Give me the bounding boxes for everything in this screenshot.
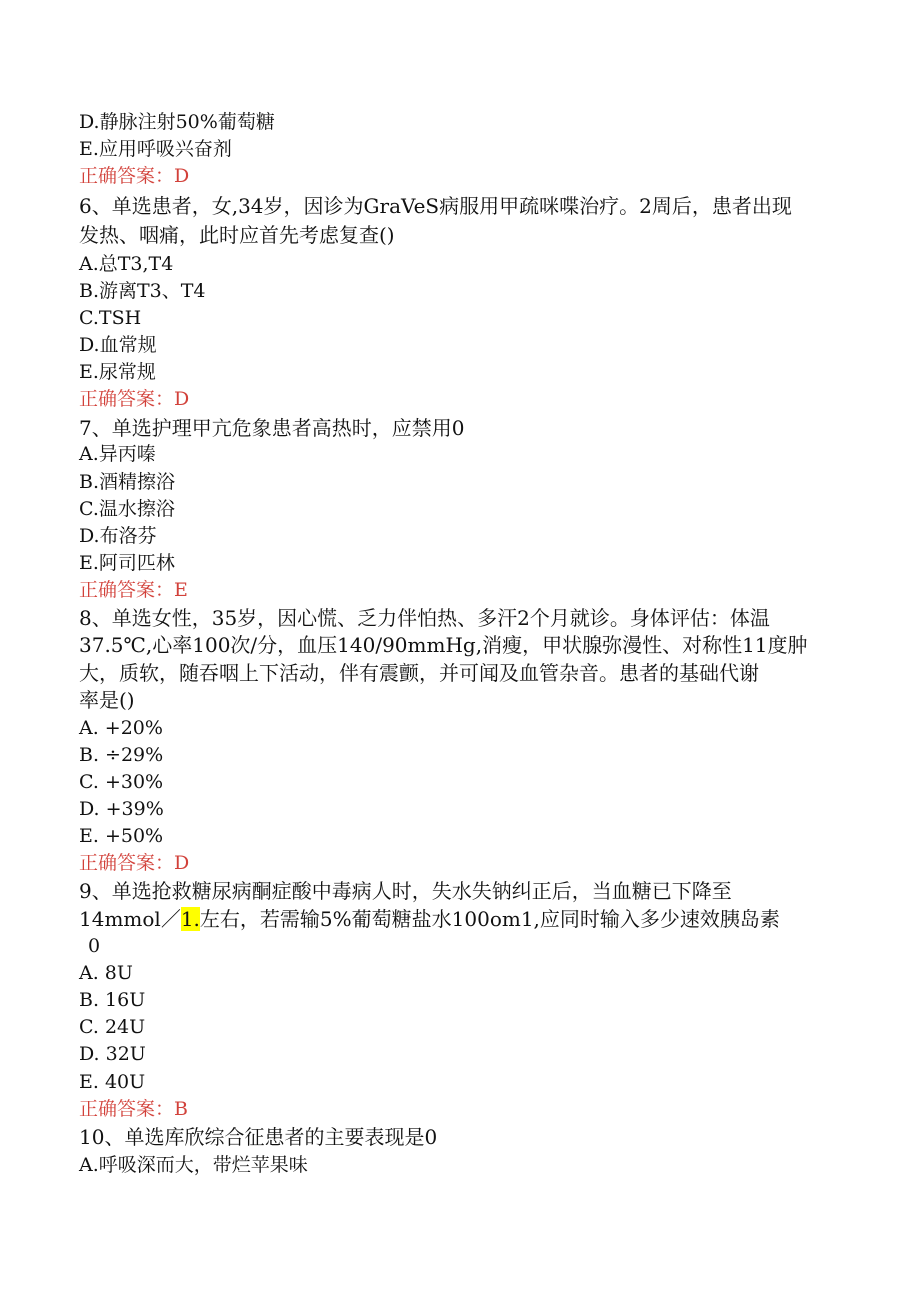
option-d-q5: D.静脉注射50%葡萄糖 [79, 111, 275, 133]
question-10: 10、单选库欣综合征患者的主要表现是0 [79, 1125, 438, 1149]
question-9-text-start: 14mmol／ [79, 907, 181, 931]
option-c-q6: C.TSH [79, 307, 142, 329]
option-d-q8: D. +39% [79, 798, 164, 820]
option-b-q7: B.酒精擦浴 [79, 471, 176, 493]
question-8-line-4: 率是() [79, 688, 135, 712]
option-e-q9: E. 40U [79, 1071, 146, 1093]
answer-q7: 正确答案：E [79, 579, 188, 601]
option-d-q9: D. 32U [79, 1043, 146, 1065]
answer-q8: 正确答案：D [79, 852, 190, 874]
question-7: 7、单选护理甲亢危象患者高热时，应禁用0 [79, 416, 465, 440]
question-9-line-3: 0 [88, 935, 101, 957]
answer-q9: 正确答案：B [79, 1098, 188, 1120]
option-d-q7: D.布洛芬 [79, 525, 157, 547]
option-c-q7: C.温水擦浴 [79, 498, 175, 520]
question-6-line-1: 6、单选患者，女,34岁，因诊为GraVeS病服用甲疏咪喋治疗。2周后，患者出现 [79, 194, 792, 218]
option-b-q9: B. 16U [79, 989, 146, 1011]
option-c-q9: C. 24U [79, 1016, 146, 1038]
option-a-q8: A. +20% [79, 717, 163, 739]
option-a-q9: A. 8U [79, 962, 133, 984]
option-a-q7: A.异丙嗪 [79, 443, 156, 465]
option-e-q7: E.阿司匹林 [79, 552, 175, 574]
option-d-q6: D.血常规 [79, 334, 157, 356]
option-a-q6: A.总T3,T4 [79, 253, 174, 275]
option-c-q8: C. +30% [79, 771, 164, 793]
option-e-q6: E.尿常规 [79, 361, 156, 383]
option-a-q10: A.呼吸深而大，带烂苹果味 [79, 1154, 308, 1176]
question-8-line-1: 8、单选女性，35岁，因心慌、乏力伴怕热、多汗2个月就诊。身体评估：体温 [79, 606, 770, 630]
question-6-line-2: 发热、咽痛，此时应首先考虑复查() [79, 223, 395, 247]
highlighted-text: 1. [180, 907, 200, 931]
question-9-line-2 [79, 906, 780, 932]
question-8-line-2: 37.5℃,心率100次/分，血压140/90mmHg,消瘦，甲状腺弥漫性、对称性11度肿 [79, 633, 808, 657]
question-9-text-end: 左右，若需输5%葡萄糖盐水100om1,应同时输入多少速效胰岛素 [199, 907, 780, 931]
option-b-q8: B. ÷29% [79, 744, 164, 766]
question-8-line-3: 大，质软，随吞咽上下活动，伴有震颤，并可闻及血管杂音。患者的基础代谢 [79, 661, 759, 685]
answer-q6: 正确答案：D [79, 388, 190, 410]
answer-q5: 正确答案：D [79, 165, 190, 187]
option-e-q5: E.应用呼吸兴奋剂 [79, 138, 232, 160]
question-9-line-1: 9、单选抢救糖尿病酮症酸中毒病人时，失水失钠纠正后，当血糖已下降至 [79, 879, 732, 903]
option-b-q6: B.游离T3、T4 [79, 280, 206, 302]
option-e-q8: E. +50% [79, 825, 164, 847]
